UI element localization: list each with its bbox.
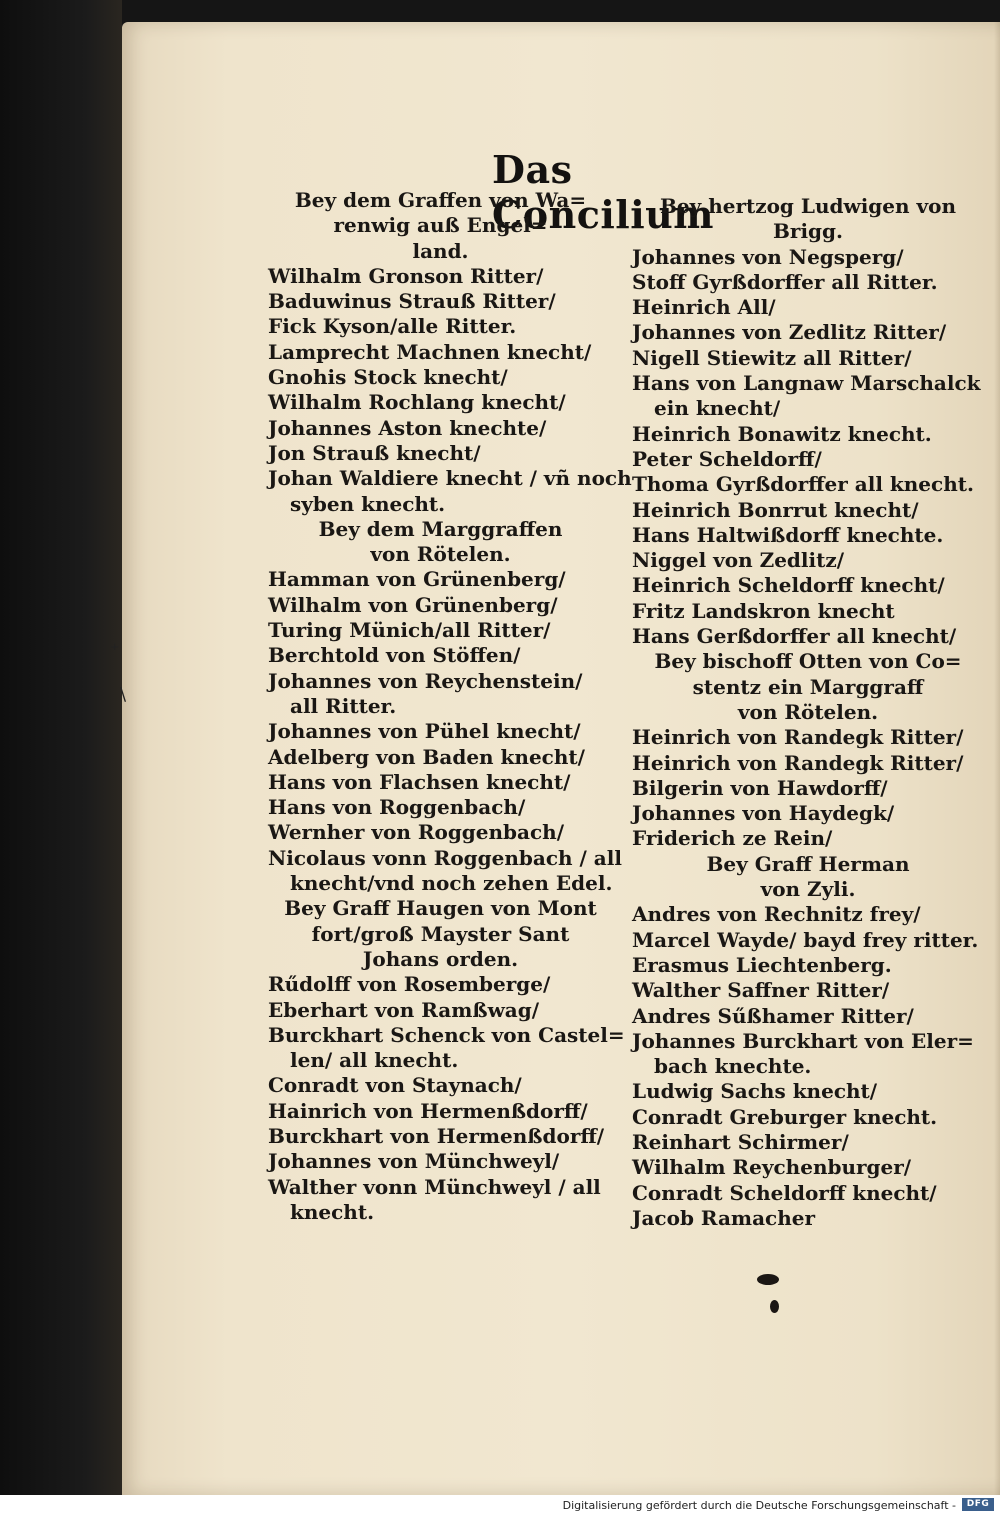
text-line: Fritz Landskron knecht (632, 598, 895, 623)
margin-mark: ⁺ (110, 640, 120, 661)
section-heading-line: Bey Graff Herman (706, 851, 910, 876)
text-line: Wilhalm Rochlang knecht/ (268, 390, 566, 415)
text-line: Lamprecht Machnen knecht/ (268, 339, 592, 364)
text-line: Fick Kyson/alle Ritter. (268, 314, 517, 339)
text-line: Heinrich von Randegk Ritter/ (632, 750, 964, 775)
text-line: Ludwig Sachs knecht/ (632, 1079, 878, 1104)
footer-bar (0, 1495, 1000, 1515)
text-line: Johannes Burckhart von Eler= (632, 1028, 974, 1053)
section-heading-line: Bey bischoff Otten von Co= (654, 649, 962, 674)
section-heading-line: Bey Graff Haugen von Mont (284, 896, 597, 921)
section-heading-line: Bey dem Graffen von Wa= (294, 188, 587, 212)
text-line: Baduwinus Strauß Ritter/ (268, 289, 556, 314)
text-line: Walther vonn Münchweyl / all (268, 1174, 601, 1199)
section-heading-line: Bey dem Marggraffen (318, 516, 563, 541)
text-line: Wilhalm von Grünenberg/ (268, 592, 558, 617)
text-line: Andres von Rechnitz frey/ (632, 902, 921, 927)
text-line: Conradt Greburger knecht. (632, 1104, 938, 1129)
text-line: Heinrich Scheldorff knecht/ (632, 573, 945, 598)
text-line: Nicolaus vonn Roggenbach / all (268, 845, 622, 870)
text-line: Adelberg von Baden knecht/ (268, 744, 585, 769)
text-line: Hans Gerßdorffer all knecht/ (632, 624, 957, 649)
page-edge-shadow (994, 22, 1000, 1495)
right-column (632, 194, 984, 1231)
text-line: Johannes von Reychenstein/ (268, 668, 583, 693)
text-line: Hainrich von Hermenßdorff/ (268, 1098, 588, 1123)
text-line: Stoff Gyrßdorffer all Ritter. (632, 269, 938, 294)
dfg-logo: DFG (962, 1498, 994, 1511)
text-line: Walther Saffner Ritter/ (632, 978, 890, 1003)
text-line: Johan Waldiere knecht / vñ noch (268, 466, 632, 491)
text-line: Peter Scheldorff/ (632, 446, 822, 471)
section-heading-line: land. (412, 238, 469, 263)
text-line: bach knechte. (654, 1054, 812, 1079)
text-line: Wilhalm Gronson Ritter/ (268, 263, 544, 288)
text-line: Johannes von Zedlitz Ritter/ (632, 320, 947, 345)
section-heading-line: von Rötelen. (370, 542, 511, 567)
text-line: ein knecht/ (654, 396, 781, 421)
section-heading-line: von Zyli. (760, 877, 856, 902)
text-line: Heinrich Bonawitz knecht. (632, 421, 932, 446)
section-heading-line: Brigg. (773, 219, 843, 244)
text-line: Bilgerin von Hawdorff/ (632, 775, 888, 800)
text-line: Johannes von Haydegk/ (632, 801, 895, 826)
section-heading-line: Bey hertzog Ludwigen von (659, 194, 956, 218)
text-line: Friderich ze Rein/ (632, 826, 833, 851)
section-heading-line: Johans orden. (362, 946, 519, 971)
text-line: Marcel Wayde/ bayd frey ritter. (632, 927, 979, 952)
text-line: Eberhart von Ramßwag/ (268, 997, 540, 1022)
book-spine (0, 0, 122, 1495)
text-line: Heinrich Bonrrut knecht/ (632, 497, 919, 522)
margin-mark: \ (120, 684, 127, 705)
text-line: Hans von Langnaw Marschalck (632, 371, 981, 396)
text-line: Erasmus Liechtenberg. (632, 952, 892, 977)
section-heading-line: von Rötelen. (737, 699, 879, 724)
text-line: Gnohis Stock knecht/ (268, 365, 508, 390)
text-line: Thoma Gyrßdorffer all knecht. (632, 472, 974, 497)
text-line: Hans von Roggenbach/ (268, 795, 526, 820)
text-line: Jacob Ramacher (632, 1205, 816, 1230)
text-line: Johannes von Münchweyl/ (268, 1149, 560, 1174)
text-line: all Ritter. (290, 693, 397, 718)
left-column (268, 188, 632, 1225)
section-heading-line: fort/groß Mayster Sant (311, 921, 570, 946)
text-line: Reinhart Schirmer/ (632, 1129, 849, 1154)
text-line: Johannes Aston knechte/ (268, 415, 547, 440)
section-heading-line: stentz ein Marggraff (692, 674, 924, 699)
ink-blot (757, 1274, 779, 1285)
section-heading-line: renwig auß Engel= (333, 213, 548, 238)
text-line: Jon Strauß knecht/ (268, 440, 481, 465)
text-line: Conradt von Staynach/ (268, 1073, 522, 1098)
running-head: Das Concilium (492, 147, 714, 237)
text-line: Wernher von Roggenbach/ (268, 820, 565, 845)
digitization-credit: Digitalisierung gefördert durch die Deutsche Forschungsgemeinschaft - (562, 1499, 956, 1512)
text-line: Wilhalm Reychenburger/ (632, 1155, 912, 1180)
text-line: len/ all knecht. (290, 1048, 459, 1073)
text-line: Johannes von Pühel knecht/ (268, 719, 581, 744)
text-line: Nigell Stiewitz all Ritter/ (632, 345, 912, 370)
text-line: Berchtold von Stöffen/ (268, 643, 521, 668)
text-line: Heinrich All/ (632, 295, 776, 320)
ink-blot (770, 1300, 779, 1313)
text-line: syben knecht. (290, 491, 446, 516)
text-line: Hans von Flachsen knecht/ (268, 769, 571, 794)
text-line: knecht. (290, 1199, 375, 1224)
text-line: Andres Sűßhamer Ritter/ (632, 1003, 914, 1028)
text-line: knecht/vnd noch zehen Edel. (290, 871, 613, 896)
text-line: Hamman von Grünenberg/ (268, 567, 566, 592)
text-line: Conradt Scheldorff knecht/ (632, 1180, 937, 1205)
text-line: Burckhart Schenck von Castel= (268, 1022, 625, 1047)
text-line: Heinrich von Randegk Ritter/ (632, 725, 964, 750)
text-line: Johannes von Negsperg/ (632, 244, 904, 269)
text-line: Turing Münich/all Ritter/ (268, 618, 551, 643)
text-line: Burckhart von Hermenßdorff/ (268, 1123, 605, 1148)
text-line: Niggel von Zedlitz/ (632, 548, 845, 573)
text-line: Hans Haltwißdorff knechte. (632, 522, 944, 547)
text-line: Rűdolff von Rosemberge/ (268, 972, 551, 997)
